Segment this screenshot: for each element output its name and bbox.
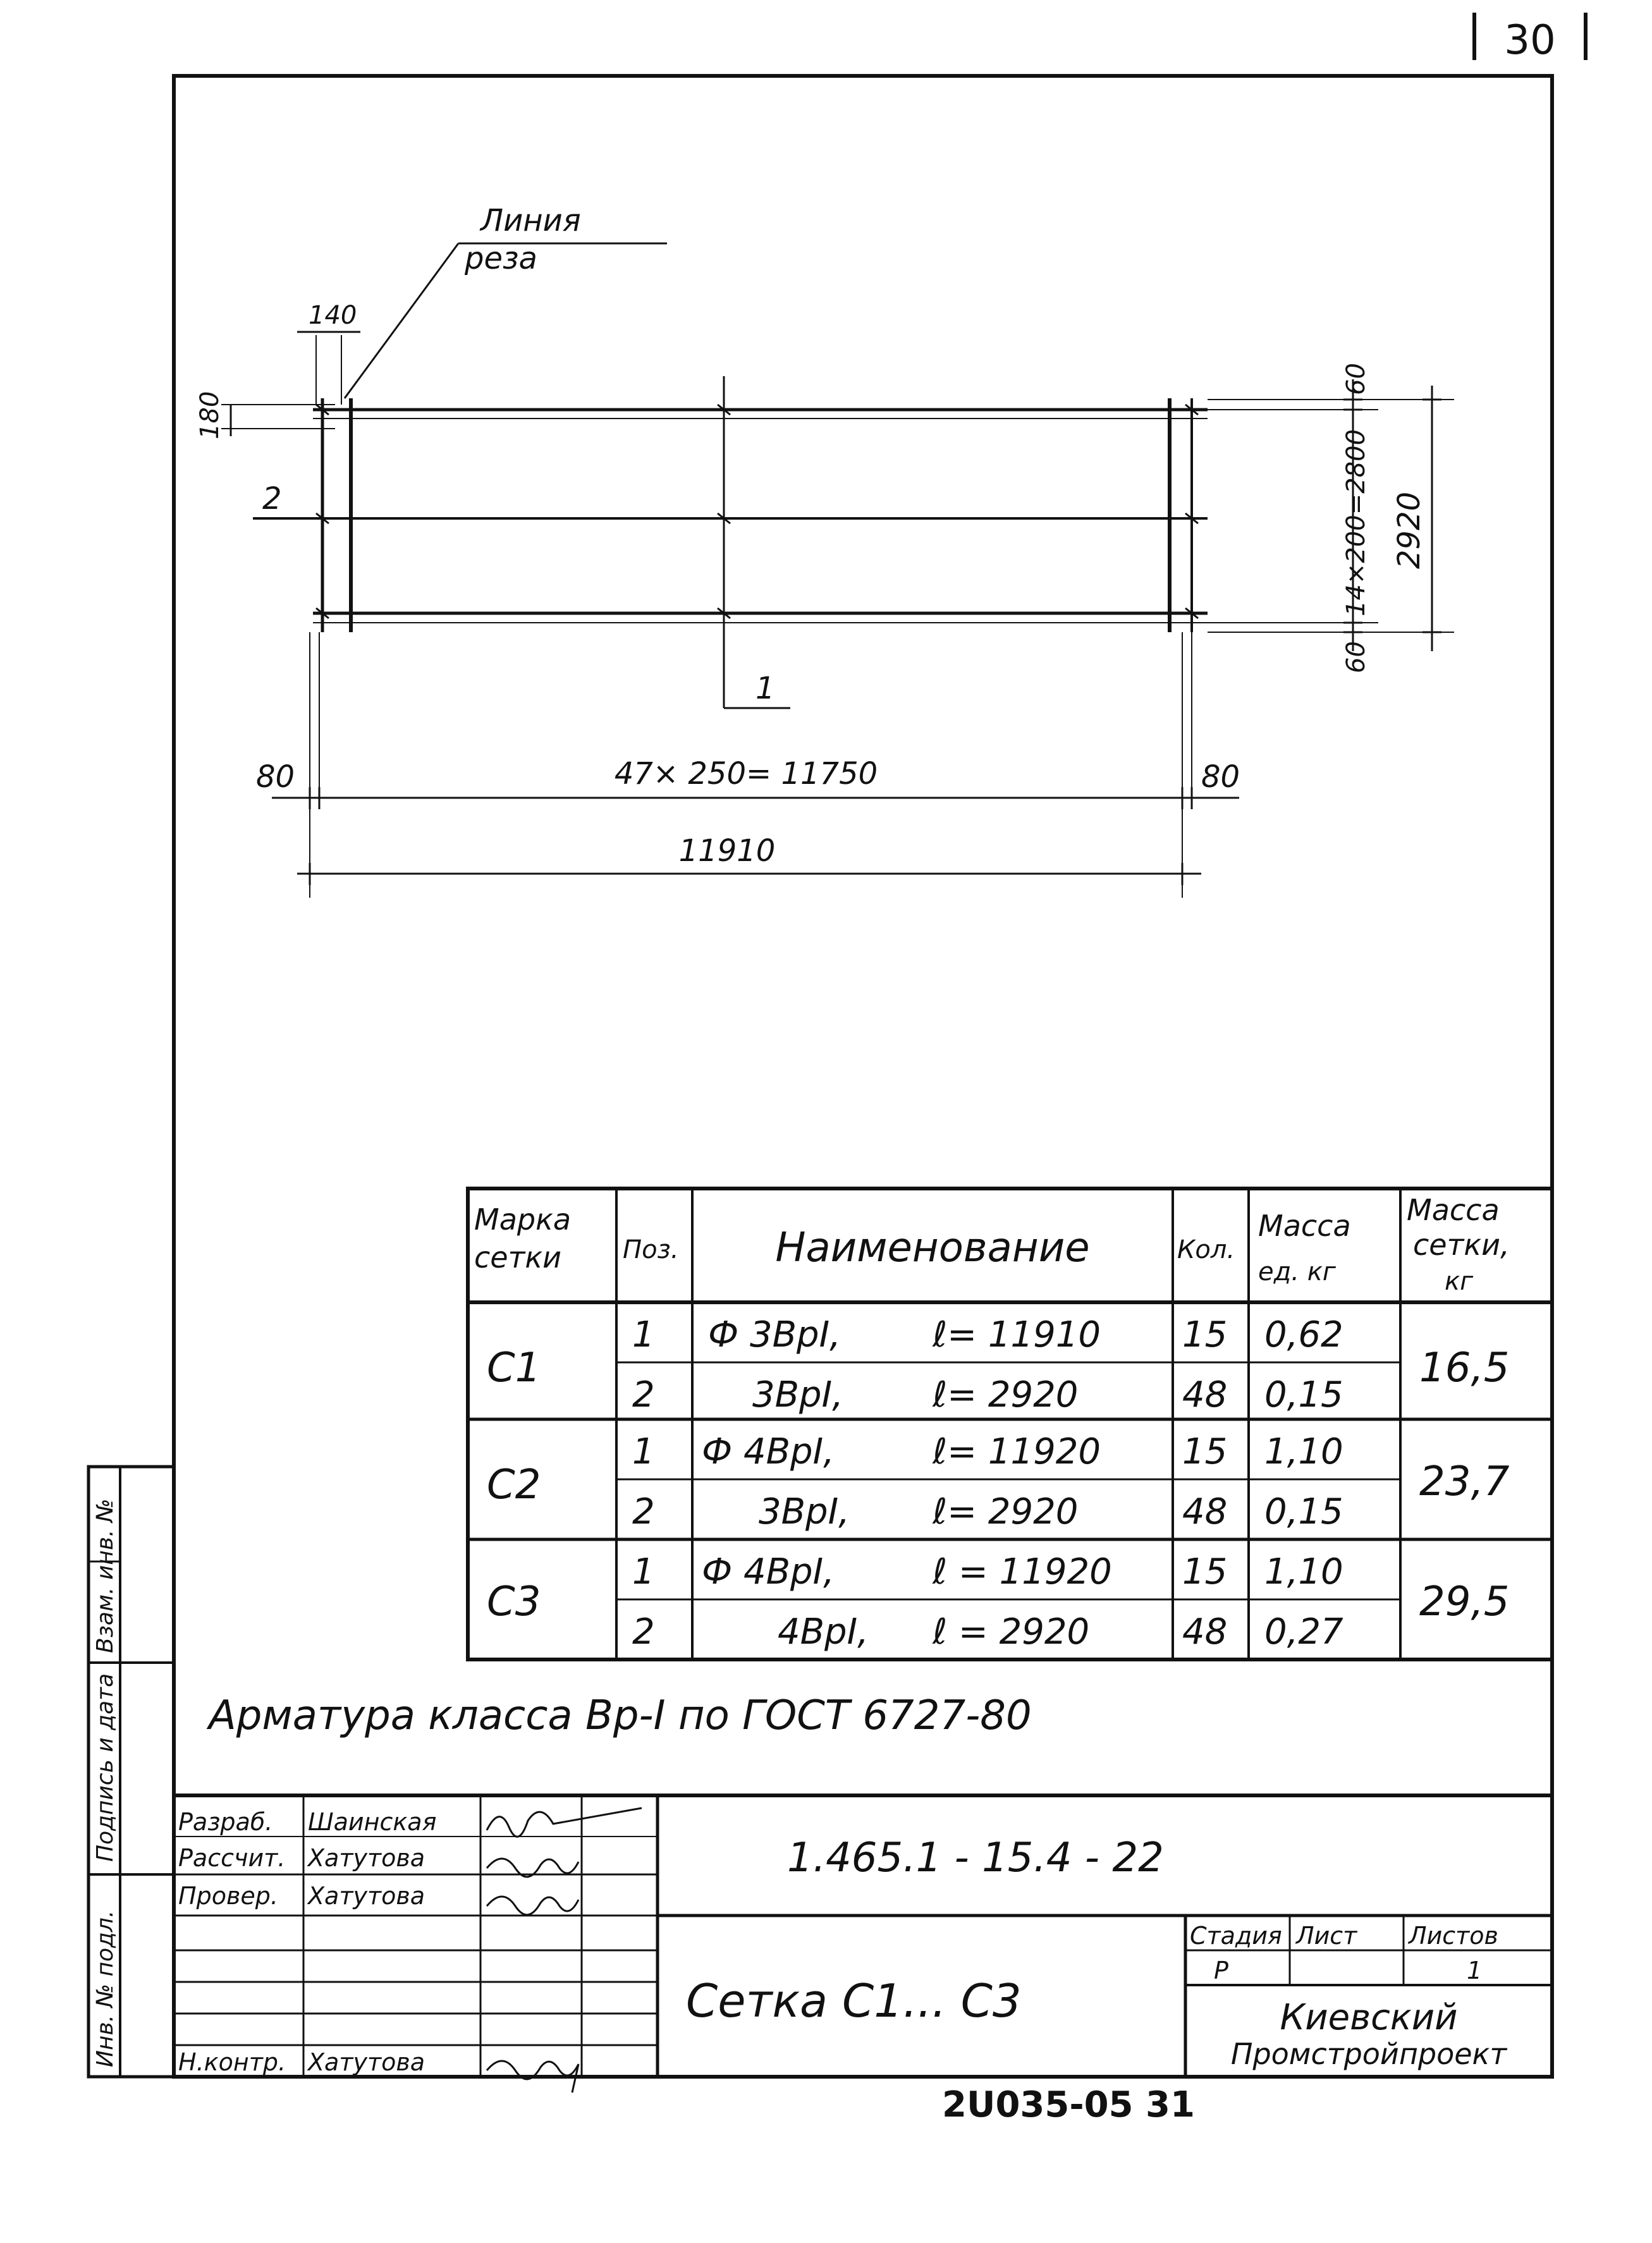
title-block bbox=[174, 1795, 1552, 2093]
sheet-label: Лист bbox=[1296, 1922, 1357, 1950]
dim-140: 140 bbox=[309, 301, 357, 330]
cut-line-label-line2: реза bbox=[465, 241, 537, 276]
c1-row2-length: ℓ= 2920 bbox=[933, 1374, 1079, 1415]
label-pos-1: 1 bbox=[756, 671, 775, 706]
header-mark-line2: сетки bbox=[474, 1240, 562, 1274]
c3-row2-pos: 2 bbox=[632, 1611, 655, 1653]
document-title: Сетка С1... С3 bbox=[686, 1974, 1022, 2027]
name-norm-control: Хатутова bbox=[308, 2048, 425, 2076]
group-c2-mark: С2 bbox=[487, 1462, 541, 1508]
header-unit-mass-line2: ед. кг bbox=[1258, 1257, 1336, 1287]
c2-row2-pos: 2 bbox=[632, 1491, 655, 1532]
c1-row2-pos: 2 bbox=[632, 1374, 655, 1415]
stage-value: Р bbox=[1214, 1957, 1228, 1984]
c3-row2-name: 4ВрI, bbox=[778, 1611, 869, 1653]
c1-row1-name: Ф 3ВрI, bbox=[708, 1314, 841, 1355]
dim-spacing-long: 47× 250= 11750 bbox=[614, 756, 878, 791]
c3-row1-unit-mass: 1,10 bbox=[1264, 1551, 1343, 1592]
c1-row2-qty: 48 bbox=[1182, 1374, 1228, 1415]
c2-row1-pos: 1 bbox=[632, 1431, 655, 1472]
stage-label: Стадия bbox=[1190, 1922, 1282, 1950]
name-developer: Шаинская bbox=[308, 1808, 437, 1836]
c3-row1-length: ℓ = 11920 bbox=[933, 1551, 1112, 1592]
name-checked: Хатутова bbox=[308, 1882, 425, 1910]
c3-row2-length: ℓ = 2920 bbox=[933, 1611, 1090, 1653]
dim-180: 180 bbox=[195, 391, 224, 439]
c2-row1-length: ℓ= 11920 bbox=[933, 1431, 1101, 1472]
c2-row2-length: ℓ= 2920 bbox=[933, 1491, 1079, 1532]
group-c2-mass: 23,7 bbox=[1419, 1458, 1510, 1505]
bottom-code: 2U035-05 31 bbox=[942, 2084, 1195, 2125]
header-unit-mass-line1: Масса bbox=[1258, 1209, 1351, 1243]
header-mesh-mass-line2: сетки, bbox=[1413, 1228, 1510, 1262]
header-mark-line1: Марка bbox=[474, 1202, 572, 1237]
header-name: Наименование bbox=[775, 1225, 1090, 1271]
group-c3-mark: С3 bbox=[487, 1579, 541, 1625]
c3-row1-name: Ф 4ВрI, bbox=[702, 1551, 835, 1592]
sheets-label: Листов bbox=[1409, 1922, 1498, 1950]
side-inv-orig: Инв. № подл. bbox=[92, 1910, 118, 2067]
role-checked: Провер. bbox=[178, 1882, 278, 1910]
side-stamp bbox=[89, 1467, 174, 2077]
c3-row1-pos: 1 bbox=[632, 1551, 655, 1592]
dim-bottom-60: 60 bbox=[1342, 641, 1371, 673]
page-number: 30 bbox=[1504, 17, 1556, 64]
role-developer: Разраб. bbox=[178, 1808, 273, 1836]
side-signature-date: Подпись и дата bbox=[92, 1673, 118, 1862]
cut-line-label-line1: Линия bbox=[480, 203, 581, 238]
group-c3-mass: 29,5 bbox=[1419, 1579, 1510, 1625]
c1-row2-name: 3ВрI, bbox=[752, 1374, 843, 1415]
document-code: 1.465.1 - 15.4 - 22 bbox=[787, 1835, 1164, 1881]
c3-row1-qty: 15 bbox=[1182, 1551, 1228, 1592]
dim-right-80: 80 bbox=[1201, 759, 1240, 795]
header-pos: Поз. bbox=[623, 1235, 679, 1264]
dim-total-width: 2920 bbox=[1392, 491, 1427, 569]
name-calculated: Хатутова bbox=[308, 1844, 425, 1872]
c2-row1-unit-mass: 1,10 bbox=[1264, 1431, 1343, 1472]
c1-row1-qty: 15 bbox=[1182, 1314, 1228, 1355]
c2-row1-qty: 15 bbox=[1182, 1431, 1228, 1472]
reinforcement-note: Арматура класса Вр-I по ГОСТ 6727-80 bbox=[209, 1692, 1032, 1739]
c1-row2-unit-mass: 0,15 bbox=[1264, 1374, 1343, 1415]
c1-row1-length: ℓ= 11910 bbox=[933, 1314, 1101, 1355]
group-c1-mass: 16,5 bbox=[1419, 1345, 1510, 1391]
side-replace-inv: Взам. инв. № bbox=[92, 1498, 118, 1653]
c2-row2-qty: 48 bbox=[1182, 1491, 1228, 1532]
organization-line1: Киевский bbox=[1280, 1997, 1458, 2038]
role-calculated: Рассчит. bbox=[178, 1844, 286, 1872]
spec-table bbox=[468, 1189, 1552, 1659]
c2-row1-name: Ф 4ВрI, bbox=[702, 1431, 835, 1472]
organization-line2: Промстройпроект bbox=[1230, 2037, 1507, 2071]
page-number-box bbox=[1474, 13, 1586, 64]
c1-row1-unit-mass: 0,62 bbox=[1264, 1314, 1343, 1355]
label-pos-2: 2 bbox=[262, 481, 282, 516]
c2-row2-unit-mass: 0,15 bbox=[1264, 1491, 1343, 1532]
dim-total-length: 11910 bbox=[678, 833, 776, 869]
dim-spacing-cross: 14×200=2800 bbox=[1342, 429, 1371, 616]
c3-row2-qty: 48 bbox=[1182, 1611, 1228, 1653]
c3-row2-unit-mass: 0,27 bbox=[1264, 1611, 1343, 1653]
dim-top-60: 60 bbox=[1342, 363, 1371, 395]
group-c1-mark: С1 bbox=[487, 1345, 541, 1391]
c2-row2-name: 3ВрI, bbox=[759, 1491, 850, 1532]
dim-left-80: 80 bbox=[256, 759, 295, 795]
sheets-value: 1 bbox=[1467, 1957, 1483, 1984]
header-mesh-mass-line1: Масса bbox=[1407, 1193, 1500, 1227]
role-norm-control: Н.контр. bbox=[178, 2048, 286, 2076]
c1-row1-pos: 1 bbox=[632, 1314, 655, 1355]
header-mesh-mass-line3: кг bbox=[1445, 1267, 1474, 1296]
header-qty: Кол. bbox=[1177, 1235, 1235, 1264]
mesh-drawing bbox=[221, 243, 1454, 898]
